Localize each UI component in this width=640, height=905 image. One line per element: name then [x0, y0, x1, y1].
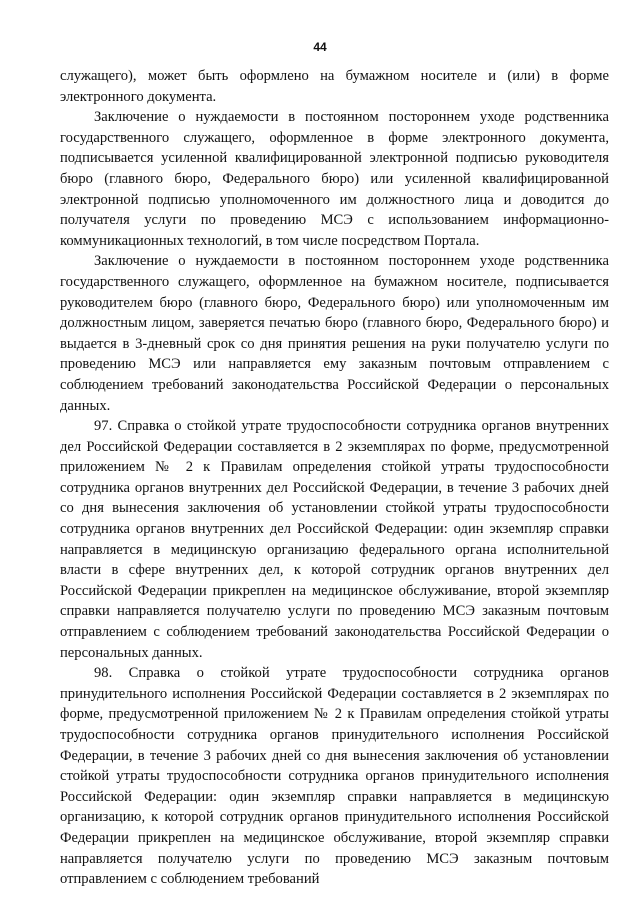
page-number: 44 — [313, 40, 327, 54]
document-body — [60, 66, 609, 890]
paragraph-electronic-conclusion: Заключение о нуждаемости в постоянном постороннем уходе родственника государственного служащего, оформленное в форме электронного документа, подписывается усиленной квалифицированной электронной подписью руководителя бюро (главного бюро, Федерального бюро) или усиленной квалифицированной электронной подписью уполномоченного им должностного лица и доводится до получателя услуги по проведению МСЭ с использованием информационно-коммуникационных технологий, в том числе посредством Портала. — [60, 109, 609, 249]
paragraph-paper-conclusion: Заключение о нуждаемости в постоянном постороннем уходе родственника государственного служащего, оформленное на бумажном носителе, подписывается руководителем бюро (главного бюро, Федерального бюро) или уполномоченным им должностным лицом, заверяется печатью бюро (главного бюро, Федерального бюро) и выдается в 3-дневный срок со дня принятия решения на руки получателю услуги по проведению МСЭ или направляется ему заказным почтовым отправлением с соблюдением требований законодательства Российской Федерации о персональных данных. — [60, 253, 609, 414]
paragraph-item-98: 98. Справка о стойкой утрате трудоспособности сотрудника органов принудительного исполнения Российской Федерации составляется в 2 экземплярах по форме, предусмотренной приложением № 2 к Правилам определения стойкой утраты трудоспособности сотрудника органов принудительного исполнения Российской Федерации, в течение 3 рабочих дней со дня вынесения заключения об установлении стойкой утраты трудоспособности сотрудника органов принудительного исполнения Российской Федерации: один экземпляр справки направляется в медицинскую организацию, к которой сотрудник органов принудительного исполнения Российской Федерации прикреплен на медицинское обслуживание, второй экземпляр справки направляется получателю услуги по проведению МСЭ заказным почтовым отправлением с соблюдением требований — [60, 665, 609, 888]
paragraph-continuation: служащего), может быть оформлено на бумажном носителе и (или) в форме электронного документа. — [60, 68, 609, 105]
paragraph-item-97: 97. Справка о стойкой утрате трудоспособности сотрудника органов внутренних дел Российской Федерации составляется в 2 экземплярах по форме, предусмотренной приложением № 2 к Правилам определения стойкой утраты трудоспособности сотрудника органов внутренних дел Российской Федерации, в течение 3 рабочих дней со дня вынесения заключения об установлении стойкой утраты трудоспособности сотрудника органов внутренних дел Российской Федерации: один экземпляр справки направляется в медицинскую организацию федерального органа исполнительной власти в сфере внутренних дел, к которой сотрудник органов внутренних дел Российской Федерации прикреплен на медицинское обслуживание, второй экземпляр справки направляется получателю услуги по проведению МСЭ заказным почтовым отправлением с соблюдением требований законодательства Российской Федерации о персональных данных. — [60, 418, 609, 661]
